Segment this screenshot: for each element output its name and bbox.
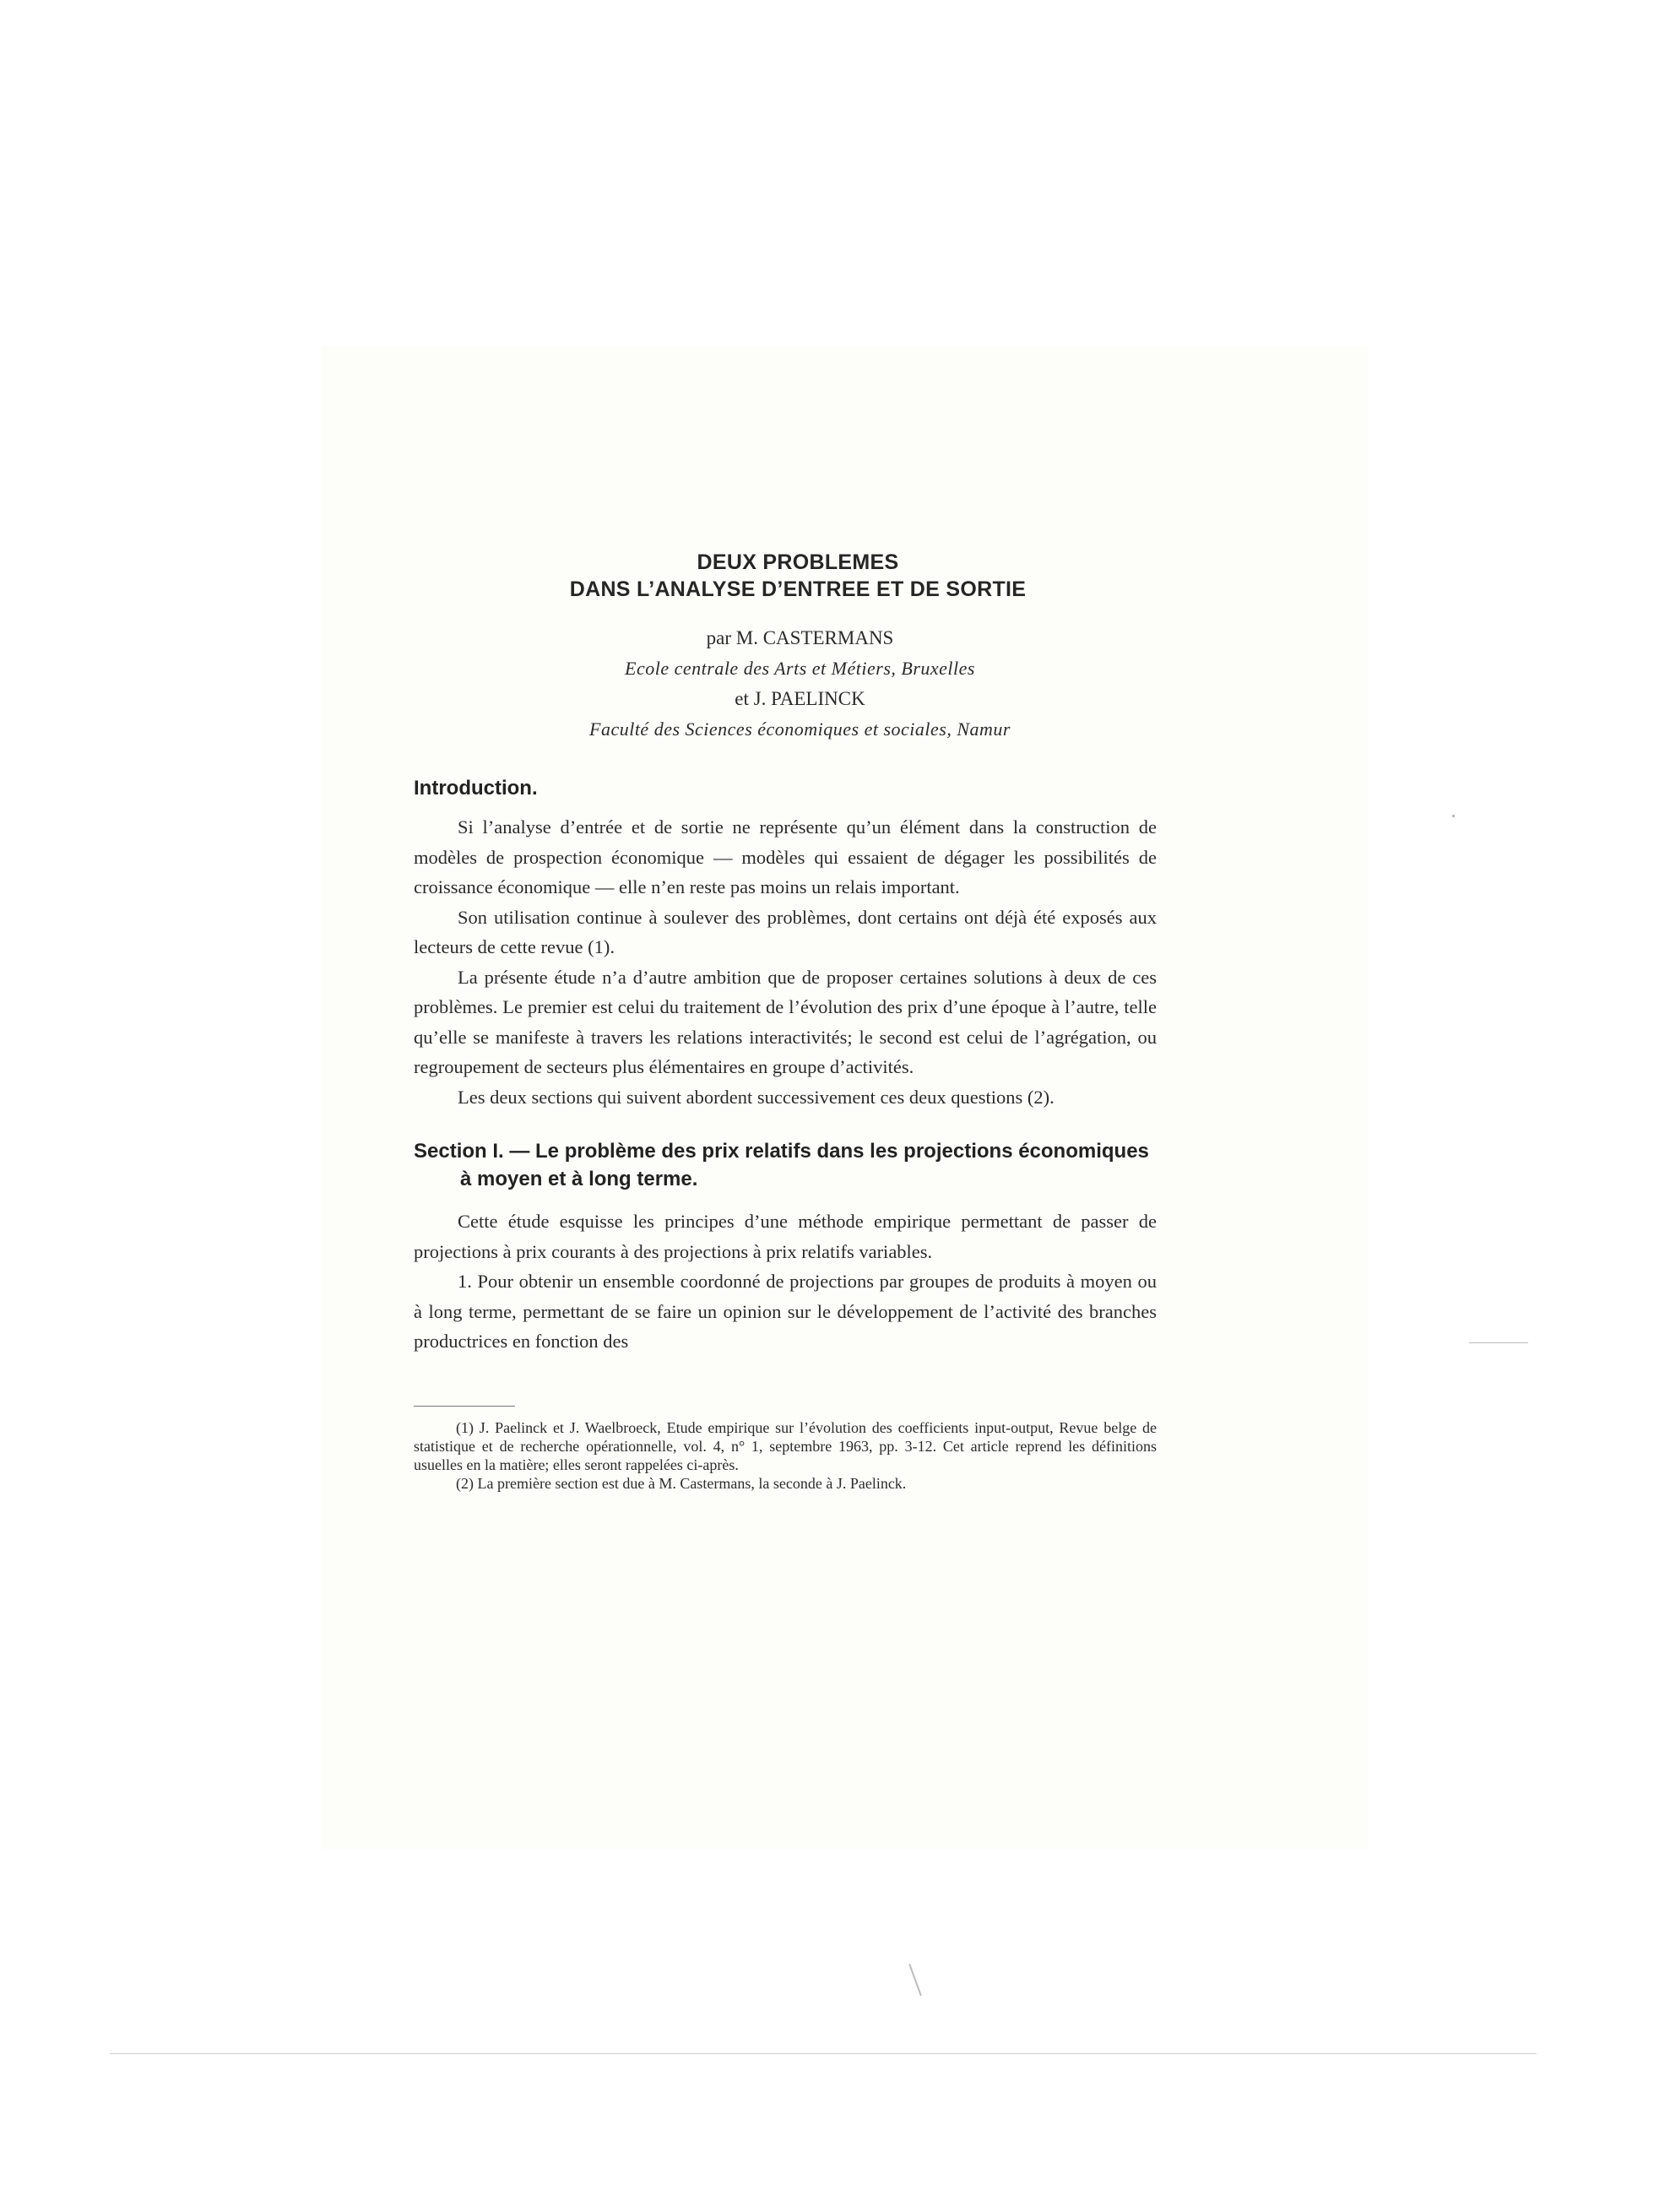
section-1-paragraph: Cette étude esquisse les principes d’une méthode empirique permettant de passer de projections à prix courants à des projections à prix relatifs variables. [414,1211,1157,1262]
article-page [414,549,1157,1493]
intro-paragraph: La présente étude n’a d’autre ambition que de proposer certaines solutions à deux de ces problèmes. Le premier est celui du traitement de l’évolution des prix d’une époque à l’autre, telle qu’elle se manifeste à travers les relations interactivités; le second est celui de l’agrégation, ou regroupement de secteurs plus élémentaires en groupe d’activités. [414,966,1157,1077]
footnote-divider [414,1406,515,1407]
footnote-1: (1) J. Paelinck et J. Waelbroeck, Etude empirique sur l’évolution des coefficients input-output, Revue belge de statistique et de recherche opérationnelle, vol. 4, n° 1, septembre 1963, pp. 3-12. Cet article reprend les définitions usuelles en la matière; elles seront rappelées ci-après. [414,1418,1157,1473]
intro-paragraph: Son utilisation continue à soulever des problèmes, dont certains ont déjà été exposés aux lecteurs de cette revue (1). [414,906,1157,957]
article-title-line-2: DANS L’ANALYSE D’ENTREE ET DE SORTIE [569,577,1027,601]
footnote-2: (2) La première section est due à M. Castermans, la seconde à J. Paelinck. [456,1474,907,1492]
author-1: par M. CASTERMANS [706,627,894,648]
affiliation-2: Faculté des Sciences économiques et sociales, Namur [589,718,1011,740]
intro-paragraph: Les deux sections qui suivent abordent successivement ces deux questions (2). [458,1086,1055,1108]
scan-mark [1469,1342,1528,1343]
article-title-line-1: DEUX PROBLEMES [697,550,899,574]
scan-mark [1452,815,1455,817]
author-2: et J. PAELINCK [735,688,865,709]
scan-mark [110,2053,1537,2054]
affiliation-1: Ecole centrale des Arts et Métiers, Bruxelles [625,658,975,679]
introduction-heading: Introduction. [414,777,538,800]
section-1-heading: Section I. — Le problème des prix relatifs dans les projections économiques à moyen et à long terme. [414,1140,1149,1190]
intro-paragraph: Si l’analyse d’entrée et de sortie ne représente qu’un élément dans la construction de modèles de prospection économique — modèles qui essaient de dégager les possibilités de croissance économique — elle n’en reste pas moins un relais important. [414,816,1157,897]
scan-mark [908,1964,922,1996]
section-1-paragraph: 1. Pour obtenir un ensemble coordonné de projections par groupes de produits à moyen ou à long terme, permettant de se faire un opinion sur le développement de l’activité des branches productrices en fonction des [414,1271,1157,1352]
